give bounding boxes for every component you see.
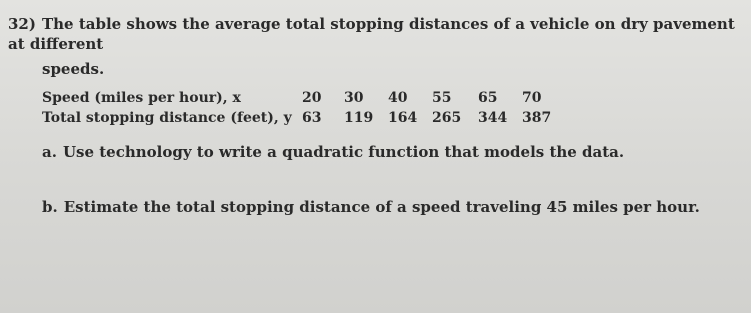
part-a-letter: a. xyxy=(42,143,57,161)
part-a-text: Use technology to write a quadratic function that models the data. xyxy=(62,143,625,161)
table-cell: 40 xyxy=(388,90,408,106)
problem-stem-line2: speeds. xyxy=(42,60,105,78)
part-b-letter: b. xyxy=(42,198,58,216)
table-row-distance xyxy=(42,108,562,128)
table-cell: 65 xyxy=(478,90,498,106)
problem-number: 32) xyxy=(8,15,36,33)
table-row-speed xyxy=(42,88,562,108)
part-b-text: Estimate the total stopping distance of a speed traveling 45 miles per hour. xyxy=(63,198,700,216)
table-cell: 70 xyxy=(522,90,542,106)
part-a xyxy=(42,143,624,161)
part-b xyxy=(42,198,700,216)
data-table xyxy=(42,88,562,128)
table-cell: 265 xyxy=(432,110,462,126)
problem-stem xyxy=(8,14,748,54)
problem-stem-line1: The table shows the average total stopping distances of a vehicle on dry pavement at different xyxy=(8,15,735,53)
table-cell: 20 xyxy=(302,90,322,106)
table-cell: 344 xyxy=(478,110,508,126)
table-cell: 119 xyxy=(344,110,374,126)
row-label-speed: Speed (miles per hour), x xyxy=(42,90,241,106)
table-cell: 63 xyxy=(302,110,322,126)
table-cell: 30 xyxy=(344,90,364,106)
table-cell: 55 xyxy=(432,90,452,106)
row-label-distance: Total stopping distance (feet), y xyxy=(42,110,292,126)
table-cell: 164 xyxy=(388,110,418,126)
table-cell: 387 xyxy=(522,110,552,126)
